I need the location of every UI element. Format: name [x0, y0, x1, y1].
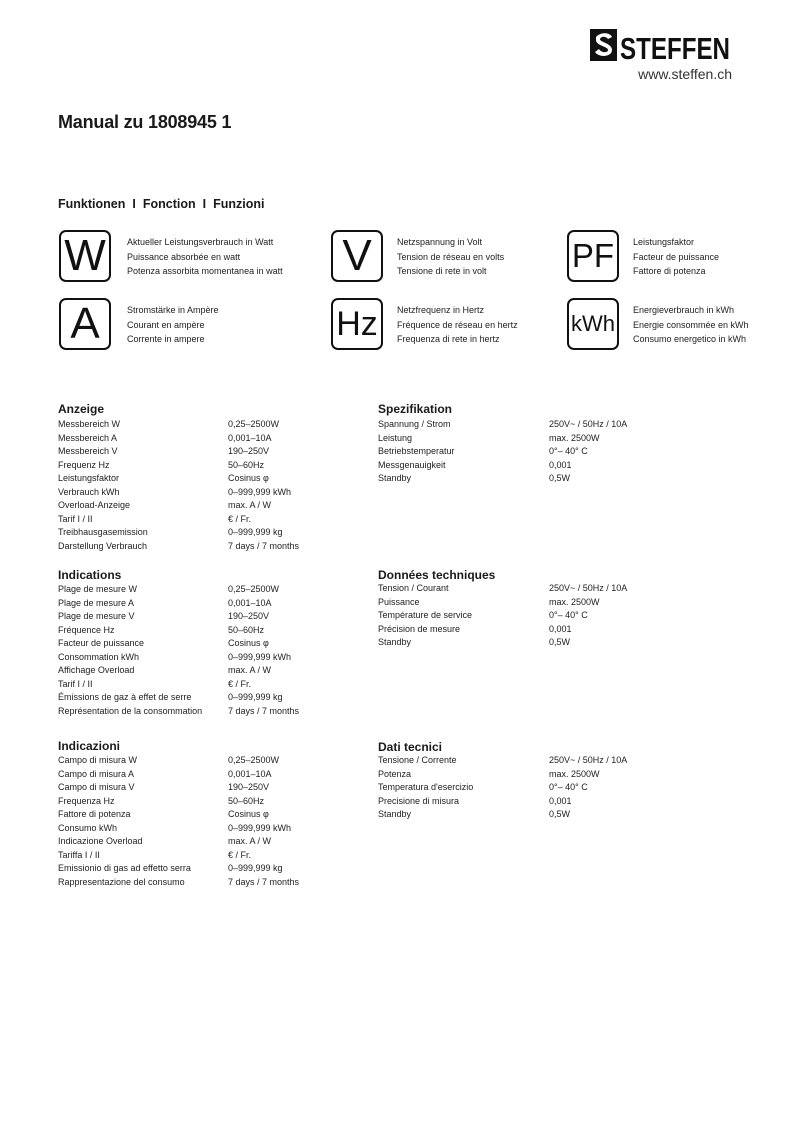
- dati-tecnici-heading: Dati tecnici: [378, 740, 443, 754]
- row-label: Betriebstemperatur: [378, 446, 455, 456]
- spec-row: [378, 582, 627, 596]
- dati-tecnici-table: [378, 754, 627, 822]
- row-value: 50–60Hz: [228, 459, 265, 470]
- spec-row: [58, 876, 299, 890]
- row-label: Leistungsfaktor: [58, 473, 120, 483]
- row-value: 0,5W: [549, 809, 571, 819]
- spezifikation-heading: Spezifikation: [378, 402, 453, 416]
- row-label: Consumo kWh: [58, 822, 118, 833]
- spezifikation-table: [378, 418, 627, 486]
- spec-row: [58, 664, 299, 678]
- volt-description: Netzspannung in Volt Tension de réseau en volts Tensione di rete in volt: [397, 237, 505, 276]
- spec-row: [378, 445, 627, 459]
- row-label: Messbereich W: [58, 419, 121, 429]
- indications-heading: Indications: [58, 568, 122, 582]
- spec-row: [58, 705, 299, 719]
- row-value: 0,001–10A: [228, 432, 272, 443]
- row-label: Campo di misura V: [58, 782, 135, 792]
- spec-row: [58, 432, 299, 446]
- spec-row: [378, 459, 627, 473]
- brand-text: STEFFEN: [620, 31, 730, 66]
- spec-row: [58, 678, 299, 692]
- row-value: 250V~ / 50Hz / 10A: [549, 755, 628, 765]
- row-label: Leistung: [378, 432, 413, 443]
- row-label: Plage de mesure W: [58, 584, 138, 594]
- row-value: 250V~ / 50Hz / 10A: [549, 583, 628, 593]
- watt-symbol-box: W: [59, 230, 111, 282]
- row-label: Précision de mesure: [378, 623, 461, 634]
- row-label: Messbereich V: [58, 446, 118, 456]
- spec-row: [58, 472, 299, 486]
- spec-row: [378, 768, 627, 782]
- row-value: 0–999,999 kWh: [228, 822, 292, 833]
- row-value: max. A / W: [228, 500, 272, 510]
- row-label: Emissionio di gas ad effetto serra: [58, 863, 191, 873]
- row-value: 0,001–10A: [228, 768, 272, 779]
- spec-row: [378, 623, 627, 637]
- row-value: 190–250V: [228, 611, 270, 621]
- row-value: 250V~ / 50Hz / 10A: [549, 419, 628, 429]
- spec-row: [58, 418, 299, 432]
- row-value: Cosinus φ: [228, 473, 269, 483]
- spec-row: [58, 781, 299, 795]
- spec-row: [378, 808, 627, 822]
- row-label: Temperatura d'esercizio: [378, 782, 474, 792]
- spec-row: [378, 432, 627, 446]
- functions-heading-it: Funzioni: [213, 197, 265, 211]
- row-label: Potenza: [378, 768, 412, 779]
- power-factor-description: Leistungsfaktor Facteur de puissance Fattore di potenza: [633, 237, 720, 276]
- row-value: 0,001: [549, 795, 572, 806]
- heading-separator: I: [202, 197, 207, 211]
- hertz-symbol-box: Hz: [331, 298, 383, 350]
- row-label: Facteur de puissance: [58, 638, 145, 648]
- donnees-techniques-heading: Données techniques: [378, 568, 496, 582]
- row-value: 50–60Hz: [228, 624, 265, 635]
- row-label: Overload-Anzeige: [58, 500, 131, 510]
- row-label: Treibhausgasemission: [58, 527, 148, 537]
- hertz-description: Netzfrequenz in Hertz Fréquence de réseau en hertz Frequenza di rete in hertz: [397, 305, 518, 344]
- kwh-symbol-box: kWh: [567, 298, 619, 350]
- row-label: Tariffa I / II: [58, 849, 100, 860]
- indicazioni-heading: Indicazioni: [58, 739, 121, 753]
- spec-row: [58, 849, 299, 863]
- row-label: Émissions de gaz à effet de serre: [58, 692, 192, 702]
- spec-row: [58, 862, 299, 876]
- row-value: 7 days / 7 months: [228, 540, 300, 551]
- spec-row: [378, 636, 627, 650]
- row-label: Messbereich A: [58, 432, 118, 443]
- row-label: Puissance: [378, 596, 420, 607]
- spec-row: [58, 597, 299, 611]
- kwh-description: Energieverbrauch in kWh Energie consommée en kWh Consumo energetico in kWh: [633, 305, 749, 344]
- website-url[interactable]: www.steffen.ch: [638, 66, 732, 82]
- row-value: 0,25–2500W: [228, 755, 280, 765]
- spec-row: [58, 768, 299, 782]
- row-value: 0°– 40° C: [549, 446, 588, 456]
- row-label: Affichage Overload: [58, 665, 135, 675]
- spec-row: [58, 651, 299, 665]
- row-value: max. 2500W: [549, 432, 600, 443]
- row-label: Tarif I / II: [58, 678, 93, 689]
- row-label: Verbrauch kWh: [58, 486, 120, 497]
- spec-row: [58, 445, 299, 459]
- row-label: Frequenza Hz: [58, 795, 115, 806]
- row-value: 0–999,999 kg: [228, 692, 283, 702]
- anzeige-table: [58, 418, 299, 553]
- row-label: Rappresentazione del consumo: [58, 876, 185, 887]
- spec-row: [58, 637, 299, 651]
- row-label: Plage de mesure A: [58, 597, 135, 608]
- row-value: Cosinus φ: [228, 809, 269, 819]
- row-label: Tarif I / II: [58, 513, 93, 524]
- spec-row: [378, 781, 627, 795]
- volt-symbol-box: V: [331, 230, 383, 282]
- row-value: 0,25–2500W: [228, 584, 280, 594]
- row-value: max. 2500W: [549, 596, 600, 607]
- row-value: 0°– 40° C: [549, 610, 588, 620]
- row-label: Standby: [378, 809, 412, 819]
- row-value: 0,25–2500W: [228, 419, 280, 429]
- row-label: Spannung / Strom: [378, 419, 451, 429]
- spec-row: [58, 513, 299, 527]
- row-label: Darstellung Verbrauch: [58, 540, 148, 551]
- spec-row: [58, 526, 299, 540]
- ampere-description: Stromstärke in Ampère Courant en ampère Corrente in ampere: [127, 305, 219, 344]
- row-value: 190–250V: [228, 446, 270, 456]
- row-label: Représentation de la consommation: [58, 705, 203, 716]
- steffen-logo: [590, 28, 732, 66]
- row-label: Fattore di potenza: [58, 809, 131, 819]
- heading-separator: I: [132, 197, 136, 211]
- spec-row: [378, 418, 627, 432]
- page-title: Manual zu 1808945 1: [58, 112, 232, 132]
- row-value: 7 days / 7 months: [228, 876, 300, 887]
- row-value: max. A / W: [228, 665, 272, 675]
- row-value: € / Fr.: [228, 678, 252, 689]
- row-label: Frequenz Hz: [58, 459, 110, 470]
- row-value: 0°– 40° C: [549, 782, 588, 792]
- spec-row: [378, 795, 627, 809]
- row-value: 0,001: [549, 459, 572, 470]
- watt-description: Aktueller Leistungsverbrauch in Watt Puissance absorbée en watt Potenza assorbita momentanea in watt: [127, 237, 283, 276]
- row-value: 190–250V: [228, 782, 270, 792]
- spec-row: [58, 610, 299, 624]
- indicazioni-table: [58, 754, 299, 889]
- power-factor-symbol-box: PF: [567, 230, 619, 282]
- row-label: Precisione di misura: [378, 795, 460, 806]
- row-label: Campo di misura A: [58, 768, 135, 779]
- row-value: 0,001–10A: [228, 597, 272, 608]
- row-label: Indicazione Overload: [58, 836, 143, 846]
- spec-row: [58, 499, 299, 513]
- spec-row: [378, 596, 627, 610]
- row-value: 50–60Hz: [228, 795, 265, 806]
- row-value: 0–999,999 kg: [228, 863, 283, 873]
- row-label: Standby: [378, 637, 412, 647]
- functions-heading-de: Funktionen: [58, 197, 126, 211]
- spec-row: [58, 624, 299, 638]
- spec-row: [58, 691, 299, 705]
- spec-row: [378, 472, 627, 486]
- row-value: 0,5W: [549, 637, 571, 647]
- row-value: Cosinus φ: [228, 638, 269, 648]
- row-label: Tensione / Corrente: [378, 755, 457, 765]
- row-value: 0–999,999 kWh: [228, 651, 292, 662]
- indications-table: [58, 583, 299, 718]
- spec-row: [58, 583, 299, 597]
- spec-row: [58, 808, 299, 822]
- donnees-techniques-table: [378, 582, 627, 650]
- row-label: Standby: [378, 473, 412, 483]
- row-value: max. 2500W: [549, 768, 600, 779]
- row-value: 0–999,999 kWh: [228, 486, 292, 497]
- spec-row: [58, 540, 299, 554]
- ampere-symbol-box: A: [59, 298, 111, 350]
- row-value: € / Fr.: [228, 513, 252, 524]
- functions-heading-fr: Fonction: [142, 197, 196, 211]
- functions-heading: [58, 197, 264, 211]
- spec-row: [58, 459, 299, 473]
- row-value: max. A / W: [228, 836, 272, 846]
- row-label: Tension / Courant: [378, 583, 449, 593]
- spec-row: [378, 754, 627, 768]
- row-label: Messgenauigkeit: [378, 459, 446, 470]
- spec-row: [378, 609, 627, 623]
- spec-row: [58, 822, 299, 836]
- spec-row: [58, 754, 299, 768]
- row-label: Température de service: [378, 610, 473, 620]
- row-label: Fréquence Hz: [58, 624, 115, 635]
- row-value: 7 days / 7 months: [228, 705, 300, 716]
- row-value: 0–999,999 kg: [228, 527, 283, 537]
- row-label: Campo di misura W: [58, 755, 138, 765]
- row-label: Plage de mesure V: [58, 611, 135, 621]
- row-label: Consommation kWh: [58, 651, 140, 662]
- spec-row: [58, 486, 299, 500]
- anzeige-heading: Anzeige: [58, 402, 105, 416]
- spec-row: [58, 795, 299, 809]
- row-value: 0,001: [549, 623, 572, 634]
- row-value: 0,5W: [549, 473, 571, 483]
- row-value: € / Fr.: [228, 849, 252, 860]
- spec-row: [58, 835, 299, 849]
